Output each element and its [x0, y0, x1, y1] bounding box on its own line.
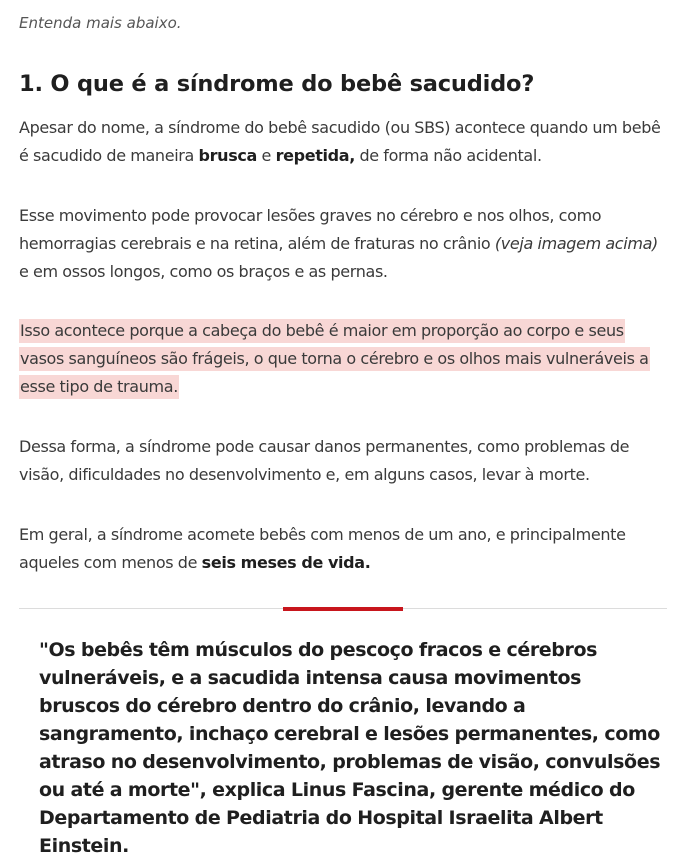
- paragraph-1: [19, 114, 667, 170]
- paragraph-1-text-a: Apesar do nome, a síndrome do bebê sacudido (ou SBS) acontece quando um bebê é sacudido de maneira: [19, 118, 661, 165]
- paragraph-1-text-b: e: [256, 146, 276, 165]
- bold-repetida: repetida,: [275, 146, 355, 165]
- image-reference: (veja imagem acima): [494, 234, 658, 253]
- highlighted-text: Isso acontece porque a cabeça do bebê é maior em proporção ao corpo e seus vasos sanguíneos são frágeis, o que torna o cérebro e os olhos mais vulneráveis a esse tipo de trauma.: [19, 319, 650, 399]
- paragraph-3: [19, 317, 667, 401]
- paragraph-4: Dessa forma, a síndrome pode causar danos permanentes, como problemas de visão, dificuldades no desenvolvimento e, em alguns casos, levar à morte.: [19, 437, 630, 484]
- paragraph-2-text-b: e em ossos longos, como os braços e as pernas.: [19, 262, 388, 281]
- section-heading: 1. O que é a síndrome do bebê sacudido?: [19, 71, 535, 97]
- intro-text: Entenda mais abaixo.: [19, 14, 182, 32]
- paragraph-5-text: Em geral, a síndrome acomete bebês com menos de um ano, e principalmente aqueles com menos de: [19, 525, 626, 572]
- divider-accent-bar: [283, 607, 403, 611]
- paragraph-1-text-c: de forma não acidental.: [354, 146, 542, 165]
- paragraph-2: [19, 202, 667, 286]
- paragraph-2-text-a: Esse movimento pode provocar lesões graves no cérebro e nos olhos, como hemorragias cerebrais e na retina, além de fraturas no crânio: [19, 206, 602, 253]
- bold-brusca: brusca: [198, 146, 257, 165]
- bold-seis-meses: seis meses de vida.: [201, 553, 371, 572]
- paragraph-5: [19, 521, 667, 577]
- pull-quote: "Os bebês têm músculos do pescoço fracos e cérebros vulneráveis, e a sacudida intensa causa movimentos bruscos do cérebro dentro do crânio, levando a sangramento, inchaço cerebral e lesões permanentes, como atraso no desenvolvimento, problemas de visão, convulsões ou até a morte", explica Linus Fascina, gerente médico do Departamento de Pediatria do Hospital Israelita Albert Einstein.: [39, 639, 661, 857]
